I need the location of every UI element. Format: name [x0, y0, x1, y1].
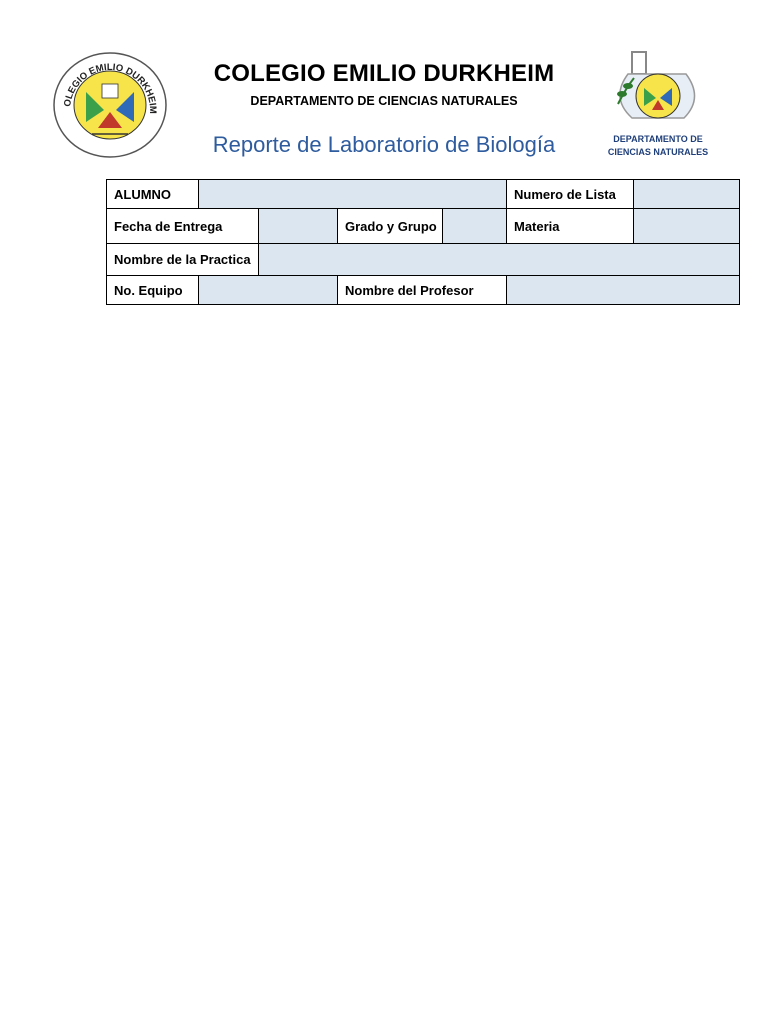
materia-field[interactable] [634, 209, 740, 244]
table-row [107, 244, 740, 276]
svg-text:DEPARTAMENTO DE: DEPARTAMENTO DE [613, 134, 703, 144]
report-title: Reporte de Laboratorio de Biología [212, 132, 556, 157]
table-row [107, 180, 740, 209]
numero-lista-label: Numero de Lista [507, 180, 634, 209]
no-equipo-field[interactable] [199, 276, 338, 305]
materia-label: Materia [507, 209, 634, 244]
table-row [107, 209, 740, 244]
alumno-label: ALUMNO [107, 180, 199, 209]
fecha-entrega-label: Fecha de Entrega [107, 209, 259, 244]
nombre-practica-field[interactable] [259, 244, 740, 276]
school-name: COLEGIO EMILIO DURKHEIM [213, 60, 555, 87]
nombre-practica-label: Nombre de la Practica [107, 244, 259, 276]
student-info-table [106, 179, 740, 305]
alumno-field[interactable] [199, 180, 507, 209]
grado-grupo-field[interactable] [443, 209, 507, 244]
svg-text:CIENCIAS NATURALES: CIENCIAS NATURALES [607, 147, 709, 157]
grado-grupo-label: Grado y Grupo [338, 209, 443, 244]
svg-text:COLEGIO EMILIO DURKHEIM: OLEGIO EMILIO DURKHEIM [62, 61, 159, 114]
fecha-entrega-field[interactable] [259, 209, 338, 244]
nombre-profesor-label: Nombre del Profesor [338, 276, 507, 305]
no-equipo-label: No. Equipo [107, 276, 199, 305]
numero-lista-field[interactable] [634, 180, 740, 209]
nombre-profesor-field[interactable] [507, 276, 740, 305]
department-name: DEPARTAMENTO DE CIENCIAS NATURALES [250, 94, 518, 108]
table-row [107, 276, 740, 305]
